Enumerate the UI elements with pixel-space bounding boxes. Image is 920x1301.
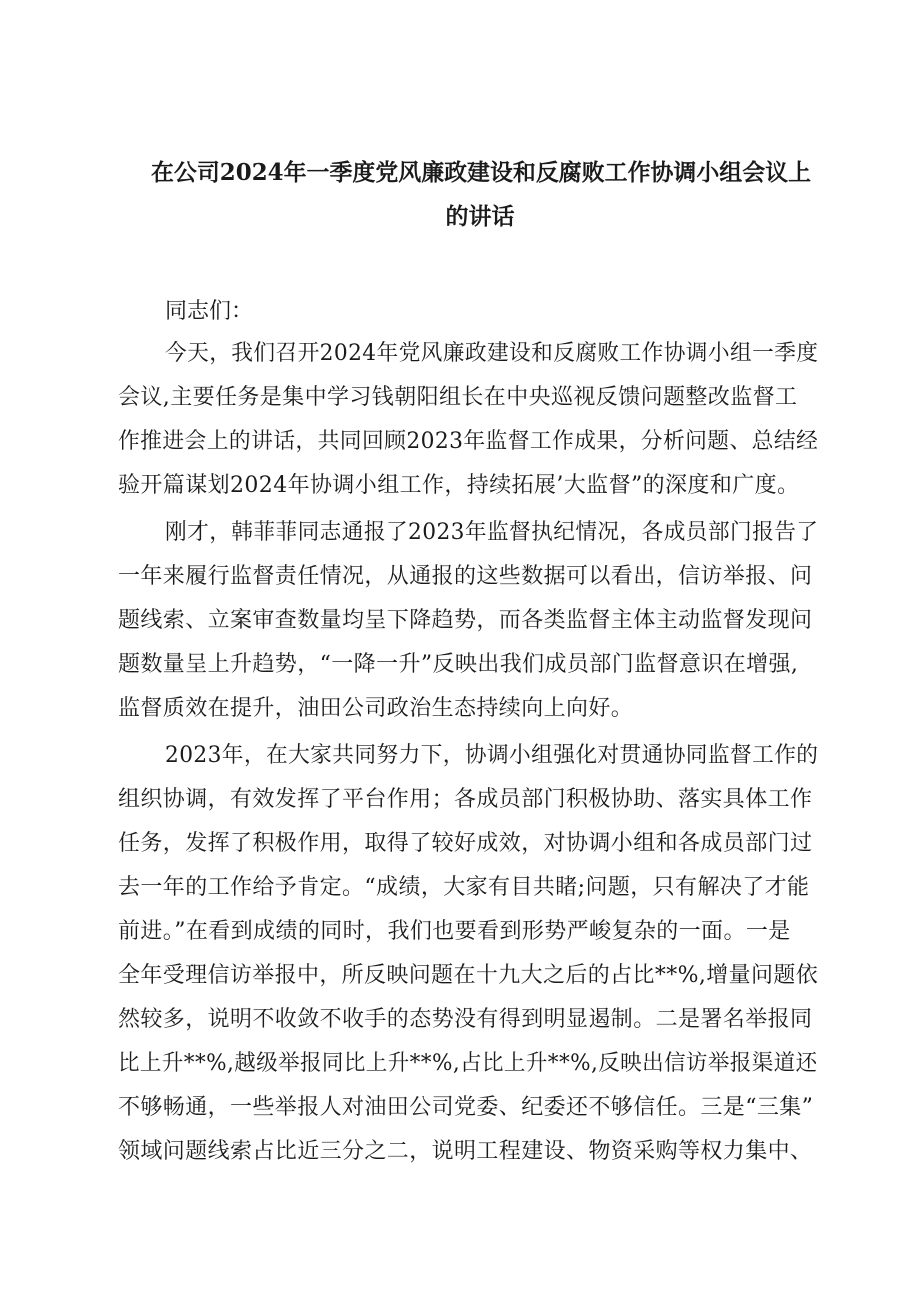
paragraph-2-line-5: 监督质效在提升，油田公司政治生态持续向上向好。 [118,696,634,721]
paragraph-1-line-2: 会议,主要任务是集中学习钱朝阳组长在中央巡视反馈问题整改监督工 [118,385,798,410]
paragraph-3-line-7: 然较多，说明不收敛不收手的态势没有得到明显遏制。二是署名举报同 [118,1007,813,1032]
paragraph-3-line-6: 全年受理信访举报中，所反映问题在十九大之后的占比**%,增量问题依 [118,963,819,988]
paragraph-3-line-1: 2023年，在大家共同努力下，协调小组强化对贯通协同监督工作的 [165,743,819,768]
document-title-line-1: 在公司2024年一季度党风廉政建设和反腐败工作协调小组会议上 [150,159,812,186]
paragraph-1-line-1: 今天，我们召开2024年党风廉政建设和反腐败工作协调小组一季度 [165,341,819,366]
paragraph-2-line-3: 题线索、立案审查数量均呈下降趋势，而各类监督主体主动监督发现问 [118,608,813,633]
paragraph-2-line-4: 题数量呈上升趋势，“一降一升”反映出我们成员部门监督意识在增强, [118,652,799,677]
paragraph-3-line-9: 不够畅通，一些举报人对油田公司党委、纪委还不够信任。三是“三集” [118,1095,814,1120]
paragraph-2-line-1: 刚才，韩菲菲同志通报了2023年监督执纪情况，各成员部门报告了 [165,520,819,545]
paragraph-3-line-3: 任务，发挥了积极作用，取得了较好成效，对协调小组和各成员部门过 [118,831,813,856]
paragraph-2-line-2: 一年来履行监督责任情况，从通报的这些数据可以看出，信访举报、问 [118,564,813,589]
paragraph-3-line-8: 比上升**%,越级举报同比上升**%,占比上升**%,反映出信访举报渠道还 [118,1051,818,1076]
paragraph-1-line-3: 作推进会上的讲话，共同回顾2023年监督工作成果，分析问题、总结经 [118,429,819,454]
paragraph-3-line-2: 组织协调，有效发挥了平台作用；各成员部门积极协助、落实具体工作 [118,787,813,812]
paragraph-3-line-5: 前进。”在看到成绩的同时，我们也要看到形势严峻复杂的一面。一是 [118,919,791,944]
paragraph-1-line-4: 验开篇谋划2024年协调小组工作，持续拓展’大监督”的深度和广度。 [118,473,800,498]
salutation: 同志们： [165,299,254,324]
paragraph-3-line-10: 领域问题线索占比近三分之二，说明工程建设、物资采购等权力集中、 [118,1139,813,1164]
document-title-line-2: 的讲话 [445,203,515,230]
paragraph-3-line-4: 去一年的工作给予肯定。“成绩，大家有目共睹;问题，只有解决了才能 [118,875,810,900]
